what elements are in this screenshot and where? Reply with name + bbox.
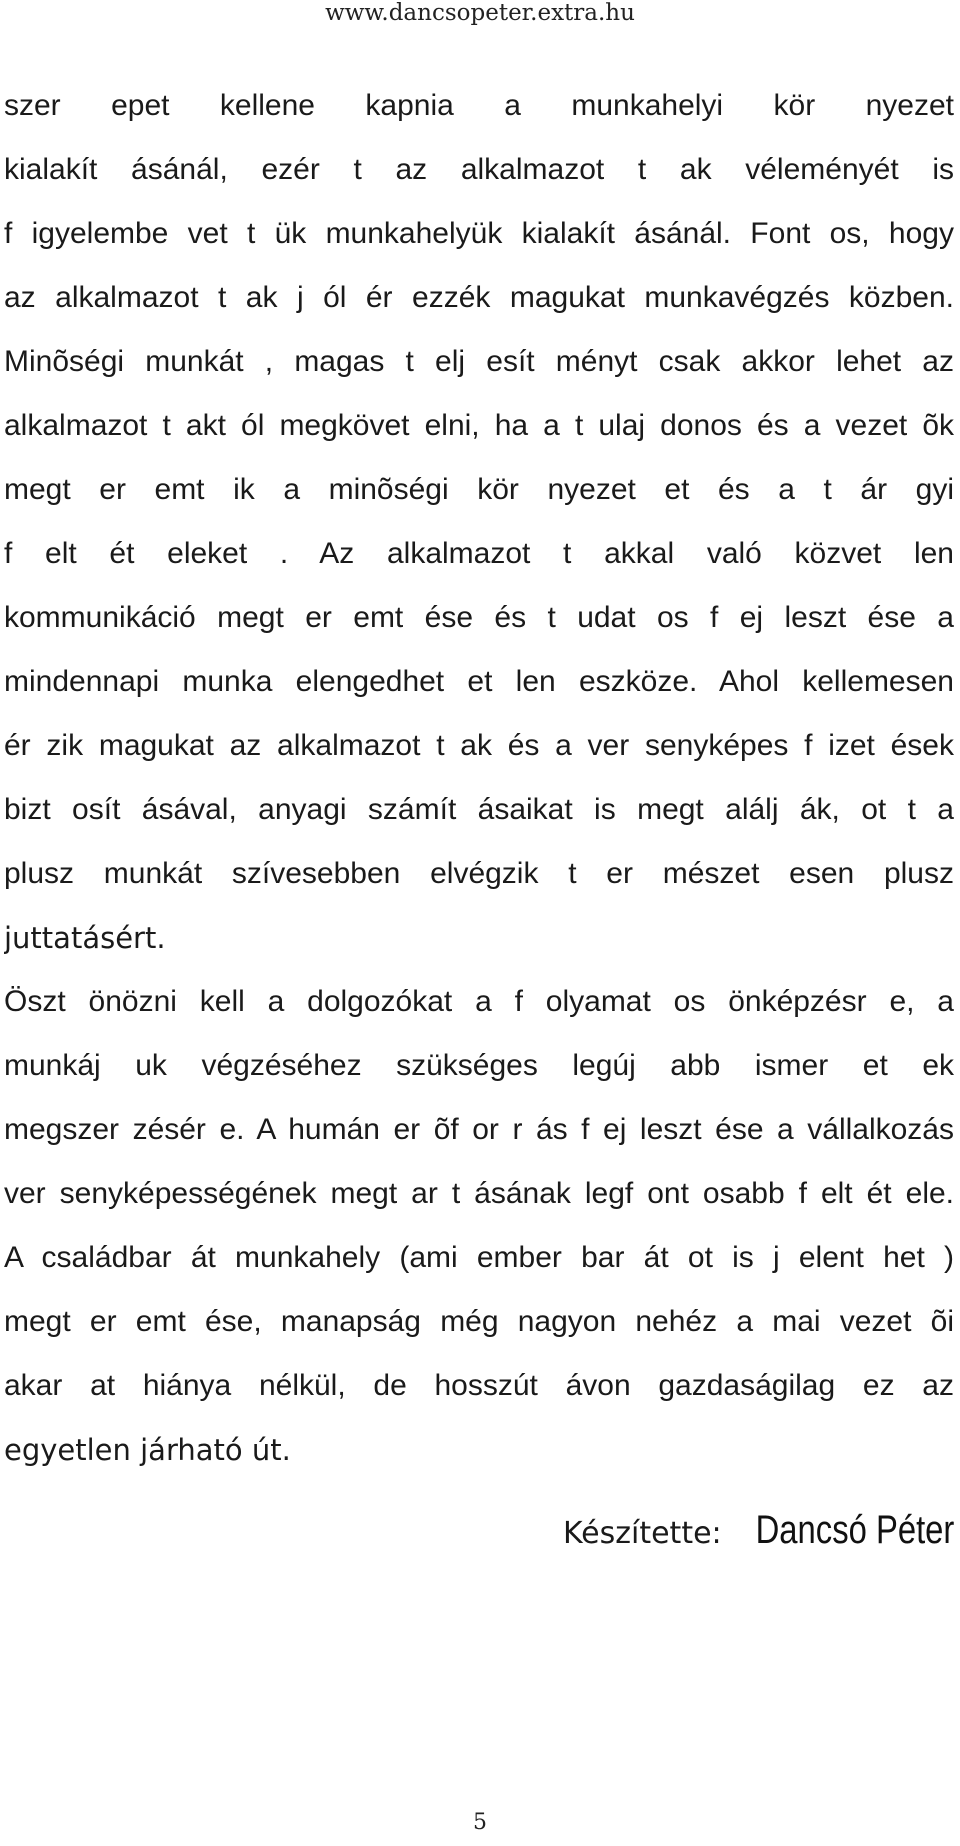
header-url: www.dancsopeter.extra.hu [325,0,635,26]
paragraph-line: ver senyképességének megt ar t ásának legf ont osabb f elt ét ele. [4,1177,954,1210]
paragraph-line: alkalmazot t akt ól megkövet elni, ha a t ulaj donos és a vezet õk [4,409,954,442]
signature-name: Dancsó Péter [755,1508,954,1552]
paragraph-line: akar at hiánya nélkül, de hosszút ávon gazdaságilag ez az [4,1369,954,1402]
paragraph-line: plusz munkát szívesebben elvégzik t er mészet esen plusz [4,857,954,890]
paragraph-line: mindennapi munka elengedhet et len eszköze. Ahol kellemesen [4,665,954,698]
paragraph-line: kialakít ásánál, ezér t az alkalmazot t ak véleményét is [4,153,954,186]
paragraph-line: A családbar át munkahely (ami ember bar át ot is j elent het ) [4,1241,954,1274]
paragraph-line: egyetlen járható út. [4,1433,291,1467]
signature [563,1500,954,1560]
paragraph-line: bizt osít ásával, anyagi számít ásaikat is megt alálj ák, ot t a [4,793,954,826]
paragraph-line: megszer zésér e. A humán er õf or r ás f ej leszt ése a vállalkozás [4,1113,954,1146]
paragraph-line: f elt ét eleket . Az alkalmazot t akkal való közvet len [4,537,954,570]
page-number: 5 [473,1810,487,1835]
paragraph-line: Minõségi munkát , magas t elj esít ményt csak akkor lehet az [4,345,954,378]
paragraph-line: juttatásért. [4,921,166,955]
paragraph-line: megt er emt ése, manapság még nagyon nehéz a mai vezet õi [4,1305,954,1338]
paragraph-line: kommunikáció megt er emt ése és t udat os f ej leszt ése a [4,601,954,634]
paragraph-line: munkáj uk végzéséhez szükséges legúj abb ismer et ek [4,1049,954,1082]
signature-label: Készítette: [562,1516,722,1551]
paragraph-line: szer epet kellene kapnia a munkahelyi kör nyezet [4,89,954,122]
paragraph-line: Öszt önözni kell a dolgozókat a f olyamat os önképzésr e, a [4,985,954,1018]
paragraph-line: ér zik magukat az alkalmazot t ak és a ver senyképes f izet ések [4,729,954,762]
paragraph-line: az alkalmazot t ak j ól ér ezzék magukat munkavégzés közben. [4,281,954,314]
paragraph-line: f igyelembe vet t ük munkahelyük kialakít ásánál. Font os, hogy [4,217,954,250]
paragraph-line: megt er emt ik a minõségi kör nyezet et és a t ár gyi [4,473,954,506]
